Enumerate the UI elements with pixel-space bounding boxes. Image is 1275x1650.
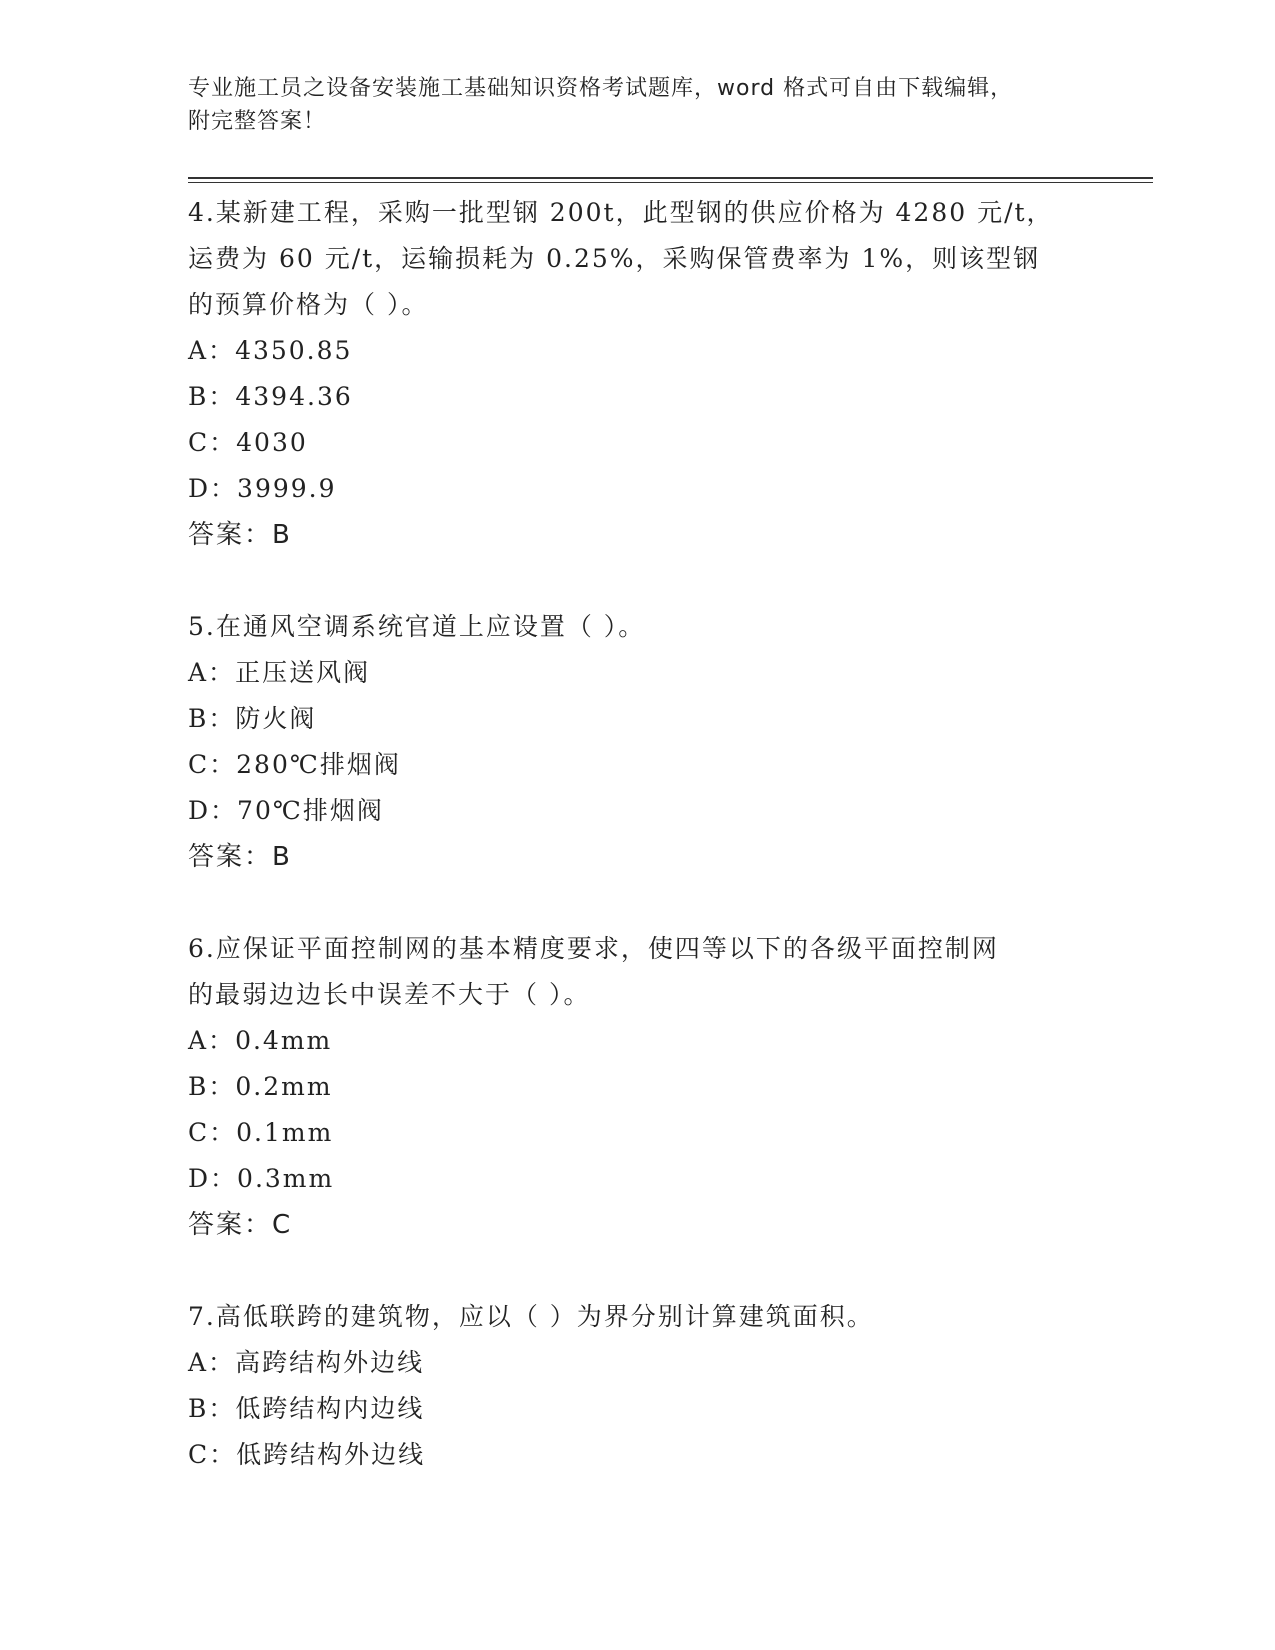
option-letter: C： [188, 1440, 237, 1469]
option-text: 高跨结构外边线 [235, 1348, 425, 1377]
question-text [188, 604, 1088, 650]
option-text: 0.1mm [236, 1118, 334, 1147]
option-letter: B： [188, 382, 236, 411]
option-letter: C： [188, 1118, 237, 1147]
option-b [188, 374, 1088, 420]
question-list [188, 190, 1088, 1478]
question-text [188, 926, 1088, 1018]
question-text-line: 运费为 60 元/t，运输损耗为 0.25%，采购保管费率为 1%，则该型钢 [188, 244, 1041, 273]
header-line-2: 附完整答案！ [188, 109, 327, 134]
option-letter: C： [188, 428, 237, 457]
question-text-line: 的最弱边边长中误差不大于（ ）。 [188, 980, 591, 1009]
option-text: 正压送风阀 [235, 658, 371, 687]
question-text [188, 1294, 1088, 1340]
option-text: 280℃排烟阀 [236, 750, 401, 779]
question-text-line: 7.高低联跨的建筑物，应以（ ）为界分别计算建筑面积。 [188, 1302, 874, 1331]
option-text: 0.4mm [235, 1026, 333, 1055]
question-6 [188, 926, 1088, 1248]
option-c [188, 1432, 1088, 1478]
option-b [188, 1064, 1088, 1110]
document-header [188, 72, 1088, 138]
option-text: 低跨结构内边线 [235, 1394, 425, 1423]
question-text-line: 6.应保证平面控制网的基本精度要求，使四等以下的各级平面控制网 [188, 934, 999, 963]
option-letter: D： [188, 1164, 238, 1193]
option-text: 3999.9 [237, 474, 337, 503]
answer: 答案：B [188, 520, 292, 550]
option-d [188, 788, 1088, 834]
option-a [188, 1018, 1088, 1064]
answer: 答案：B [188, 842, 292, 872]
option-text: 防火阀 [235, 704, 317, 733]
option-c [188, 1110, 1088, 1156]
option-text: 0.2mm [235, 1072, 333, 1101]
option-letter: A： [188, 1348, 236, 1377]
option-c [188, 742, 1088, 788]
question-text-line: 的预算价格为（ ）。 [188, 290, 429, 319]
option-d [188, 1156, 1088, 1202]
question-7 [188, 1294, 1088, 1478]
header-divider-bottom [188, 182, 1153, 183]
header-line-1: 专业施工员之设备安装施工基础知识资格考试题库，word 格式可自由下载编辑， [188, 76, 1014, 101]
question-4 [188, 190, 1088, 558]
option-letter: A： [188, 336, 236, 365]
option-text: 4350.85 [235, 336, 353, 365]
option-c [188, 420, 1088, 466]
question-5 [188, 604, 1088, 880]
question-spacer [188, 558, 1088, 604]
option-d [188, 466, 1088, 512]
option-text: 4030 [236, 428, 308, 457]
option-b [188, 696, 1088, 742]
option-text: 70℃排烟阀 [237, 796, 384, 825]
option-letter: A： [188, 658, 236, 687]
answer: 答案：C [188, 1210, 293, 1240]
option-letter: B： [188, 1072, 236, 1101]
option-text: 4394.36 [235, 382, 353, 411]
option-a [188, 1340, 1088, 1386]
option-a [188, 650, 1088, 696]
option-b [188, 1386, 1088, 1432]
option-text: 低跨结构外边线 [236, 1440, 426, 1469]
option-letter: B： [188, 1394, 236, 1423]
option-letter: C： [188, 750, 237, 779]
option-letter: D： [188, 474, 238, 503]
option-letter: D： [188, 796, 238, 825]
option-letter: B： [188, 704, 236, 733]
question-spacer [188, 1248, 1088, 1294]
question-text-line: 5.在通风空调系统官道上应设置（ ）。 [188, 612, 646, 641]
question-text [188, 190, 1088, 328]
option-letter: A： [188, 1026, 236, 1055]
option-text: 0.3mm [237, 1164, 335, 1193]
question-text-line: 4.某新建工程，采购一批型钢 200t，此型钢的供应价格为 4280 元/t， [188, 198, 1054, 227]
question-spacer [188, 880, 1088, 926]
option-a [188, 328, 1088, 374]
header-divider-top [188, 177, 1153, 179]
